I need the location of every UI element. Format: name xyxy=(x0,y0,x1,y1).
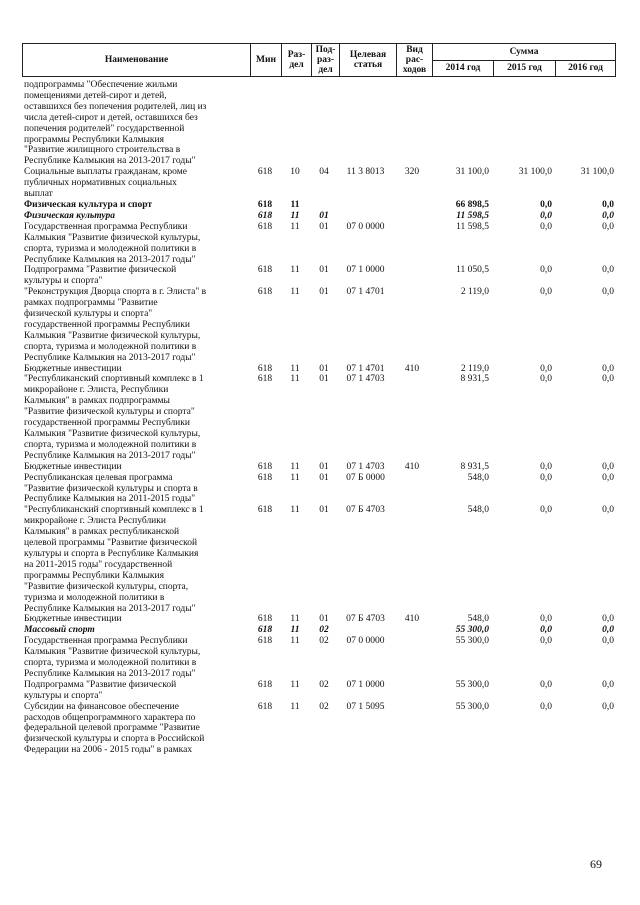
row-y2015: 0,0 xyxy=(540,679,552,690)
row-razdel: 11 xyxy=(290,625,300,636)
row-article: 07 1 4703 xyxy=(346,374,385,385)
row-podrazdel: 01 xyxy=(319,505,329,516)
row-vid: 320 xyxy=(404,167,420,178)
row-razdel: 11 xyxy=(290,701,300,712)
row-razdel: 11 xyxy=(290,472,300,483)
row-podrazdel: 04 xyxy=(319,167,329,178)
row-article: 07 0 0000 xyxy=(346,636,385,647)
row-y2014: 11 598,5 xyxy=(456,221,489,232)
row-min: 618 xyxy=(257,625,273,636)
row-article: 07 1 4701 xyxy=(346,363,385,374)
row-y2014: 55 300,0 xyxy=(455,701,489,712)
table-row xyxy=(22,614,615,625)
row-y2016: 31 100,0 xyxy=(580,167,614,178)
row-y2014: 55 300,0 xyxy=(455,679,489,690)
col-header-article: Целевая статья xyxy=(340,44,397,77)
row-article: 07 Б 4703 xyxy=(346,505,385,516)
row-name: Субсидии на финансовое обеспечение расходов общепрограммного характера по федеральной целевой программе "Развитие физической культуры и спорта в Российской Федерации на 2006 - 2015 годы" в рамках xyxy=(24,701,205,756)
row-min: 618 xyxy=(257,472,273,483)
row-name: Государственная программа Республики Калмыкия "Развитие физической культуры, спорта, туризма и молодежной политики в Республике Калмыкия на 2013-2017 годы" xyxy=(24,636,201,679)
row-y2016: 0,0 xyxy=(602,701,614,712)
row-vid: 410 xyxy=(404,461,420,472)
table-row xyxy=(22,265,615,287)
row-min: 618 xyxy=(257,221,273,232)
row-article: 07 1 0000 xyxy=(346,679,385,690)
row-razdel: 11 xyxy=(290,636,300,647)
row-min: 618 xyxy=(257,265,273,276)
row-y2015: 0,0 xyxy=(540,636,552,647)
table-header xyxy=(22,43,616,77)
col-header-2016: 2016 год xyxy=(556,60,616,77)
col-header-min: Мин xyxy=(251,44,282,77)
row-y2016: 0,0 xyxy=(602,505,614,516)
row-podrazdel: 02 xyxy=(319,636,329,647)
row-y2015: 0,0 xyxy=(540,199,552,210)
row-min: 618 xyxy=(257,374,273,385)
table-row xyxy=(22,200,615,211)
row-podrazdel: 01 xyxy=(319,363,329,374)
row-name: Бюджетные инвестиции xyxy=(24,614,122,625)
row-article: 07 1 5095 xyxy=(346,701,385,712)
row-podrazdel: 01 xyxy=(319,221,329,232)
table-row xyxy=(22,473,615,506)
row-name: подпрограммы "Обеспечение жильми помещениями детей-сирот и детей, оставшихся без попечения родителей, лиц из числа детей-сирот и детей, оставшихся без попечения родителей" государственной программы Республики Калмыкия "Развитие жилищного строительства в Республике Калмыкия на 2013-2017 годы" xyxy=(24,80,207,167)
row-name: Физическая культура и спорт xyxy=(24,199,153,210)
row-vid: 410 xyxy=(404,614,420,625)
row-article: 07 1 0000 xyxy=(346,265,385,276)
row-y2014: 55 300,0 xyxy=(455,625,489,636)
row-y2014: 66 898,5 xyxy=(455,199,489,210)
row-name: "Республиканский спортивный комплекс в 1 микрорайоне г. Элиста Республики Калмыкия" в рамках республиканской целевой программы "Развитие физической культуры и спорта в Республике Калмыкия на 2011-2015 годы" государственной программы Республики Калмыкия "Развитие физической культуры, спорта, туризма и молодежной политики в Республике Калмыкия на 2013-2017 годы" xyxy=(24,505,204,614)
row-y2016: 0,0 xyxy=(602,625,614,636)
row-razdel: 11 xyxy=(290,505,300,516)
row-podrazdel: 02 xyxy=(319,701,329,712)
row-name: Подпрограмма "Развитие физической культуры и спорта" xyxy=(24,265,177,287)
table-row xyxy=(22,680,615,702)
row-y2016: 0,0 xyxy=(602,199,614,210)
row-y2015: 0,0 xyxy=(540,625,552,636)
row-y2016: 0,0 xyxy=(602,679,614,690)
row-min: 618 xyxy=(257,505,273,516)
row-y2015: 0,0 xyxy=(540,221,552,232)
row-razdel: 11 xyxy=(290,614,300,625)
row-article: 07 1 4703 xyxy=(346,461,385,472)
row-y2014: 11 598,5 xyxy=(456,210,489,221)
row-name: "Реконструкция Дворца спорта в г. Элиста" в рамках подпрограммы "Развитие физической культуры и спорта" государственной программы Республики Калмыкия "Развитие физической культуры, спорта, туризма и молодежной политики в Республике Калмыкия на 2013-2017 годы" xyxy=(24,287,207,363)
col-header-2014: 2014 год xyxy=(433,60,494,77)
row-name: Физическая культура xyxy=(24,210,115,221)
row-y2014: 8 931,5 xyxy=(460,461,489,472)
row-podrazdel: 01 xyxy=(319,210,329,221)
row-podrazdel: 01 xyxy=(319,461,329,472)
row-min: 618 xyxy=(257,636,273,647)
row-podrazdel: 01 xyxy=(319,265,329,276)
row-y2014: 2 119,0 xyxy=(460,363,489,374)
table-body xyxy=(22,80,615,756)
row-podrazdel: 01 xyxy=(319,472,329,483)
row-name: Массовый спорт xyxy=(24,625,95,636)
row-name: Бюджетные инвестиции xyxy=(24,461,122,472)
row-y2015: 0,0 xyxy=(540,287,552,298)
row-min: 618 xyxy=(257,363,273,374)
col-header-vid: Вид рас- ходов xyxy=(397,44,433,77)
row-y2014: 2 119,0 xyxy=(460,287,489,298)
row-name: Республиканская целевая программа "Развитие физической культуры и спорта в Республике Калмыкия на 2011-2015 годы" xyxy=(24,472,198,505)
table-row xyxy=(22,211,615,222)
row-min: 618 xyxy=(257,167,273,178)
row-article: 07 1 4701 xyxy=(346,287,385,298)
row-razdel: 11 xyxy=(290,265,300,276)
row-name: Государственная программа Республики Калмыкия "Развитие физической культуры, спорта, туризма и молодежной политики в Республике Калмыкия на 2013-2017 годы" xyxy=(24,221,201,265)
row-razdel: 11 xyxy=(290,374,300,385)
row-y2016: 0,0 xyxy=(602,363,614,374)
row-razdel: 11 xyxy=(290,679,300,690)
row-razdel: 11 xyxy=(290,221,300,232)
table-row xyxy=(22,702,615,757)
row-y2016: 0,0 xyxy=(602,221,614,232)
table-row xyxy=(22,222,615,266)
table-row xyxy=(22,287,615,363)
row-razdel: 11 xyxy=(290,363,300,374)
row-min: 618 xyxy=(257,287,273,298)
row-name: Социальные выплаты гражданам, кроме публичных нормативных социальных выплат xyxy=(24,167,187,200)
table-row xyxy=(22,462,615,473)
row-razdel: 11 xyxy=(290,461,300,472)
row-y2015: 0,0 xyxy=(540,461,552,472)
table-row xyxy=(22,505,615,614)
col-header-razdel: Раз- дел xyxy=(282,44,312,77)
row-podrazdel: 02 xyxy=(319,679,329,690)
row-y2015: 0,0 xyxy=(540,265,552,276)
row-min: 618 xyxy=(257,614,273,625)
row-article: 11 3 8013 xyxy=(346,167,385,178)
table-row xyxy=(22,625,615,636)
row-article: 07 Б 0000 xyxy=(346,472,385,483)
row-min: 618 xyxy=(257,701,273,712)
row-min: 618 xyxy=(257,679,273,690)
row-name: Подпрограмма "Развитие физической культуры и спорта" xyxy=(24,679,177,701)
row-y2016: 0,0 xyxy=(602,472,614,483)
row-razdel: 11 xyxy=(290,287,300,298)
col-header-name: Наименование xyxy=(23,44,251,77)
row-y2015: 0,0 xyxy=(540,210,552,221)
row-razdel: 11 xyxy=(290,210,300,221)
col-header-summa: Сумма xyxy=(433,44,616,61)
row-razdel: 10 xyxy=(290,167,300,178)
row-y2016: 0,0 xyxy=(602,287,614,298)
row-article: 07 0 0000 xyxy=(346,221,385,232)
table-row xyxy=(22,374,615,461)
row-podrazdel: 01 xyxy=(319,374,329,385)
row-y2016: 0,0 xyxy=(602,614,614,625)
row-min: 618 xyxy=(257,461,273,472)
row-y2015: 0,0 xyxy=(540,374,552,385)
row-y2014: 548,0 xyxy=(467,472,489,483)
table-row xyxy=(22,364,615,375)
row-y2016: 0,0 xyxy=(602,636,614,647)
row-y2015: 0,0 xyxy=(540,614,552,625)
row-podrazdel: 02 xyxy=(319,625,329,636)
table-row xyxy=(22,167,615,200)
row-y2014: 8 931,5 xyxy=(460,374,489,385)
row-article: 07 Б 4703 xyxy=(346,614,385,625)
row-podrazdel: 01 xyxy=(319,614,329,625)
row-y2015: 0,0 xyxy=(540,472,552,483)
row-y2016: 0,0 xyxy=(602,265,614,276)
row-min: 618 xyxy=(257,199,273,210)
table-row xyxy=(22,80,615,167)
row-y2016: 0,0 xyxy=(602,374,614,385)
row-y2015: 0,0 xyxy=(540,363,552,374)
row-podrazdel: 01 xyxy=(319,287,329,298)
row-y2015: 31 100,0 xyxy=(518,167,552,178)
row-name: "Республиканский спортивный комплекс в 1 микрорайоне г. Элиста, Республики Калмыкия" в рамках подпрограммы "Развитие физической культуры и спорта" государственной программы Республики Калмыкия "Развитие физической культуры, спорта, туризма и молодежной политики в Республике Калмыкия на 2013-2017 годы" xyxy=(24,374,204,461)
row-razdel: 11 xyxy=(290,199,300,210)
page-number: 69 xyxy=(590,857,602,871)
col-header-2015: 2015 год xyxy=(494,60,556,77)
row-y2014: 55 300,0 xyxy=(455,636,489,647)
row-y2016: 0,0 xyxy=(602,210,614,221)
row-name: Бюджетные инвестиции xyxy=(24,363,122,374)
col-header-podrazdel: Под- раз- дел xyxy=(312,44,340,77)
row-y2014: 31 100,0 xyxy=(455,167,489,178)
row-vid: 410 xyxy=(404,363,420,374)
row-y2014: 11 050,5 xyxy=(456,265,489,276)
row-y2016: 0,0 xyxy=(602,461,614,472)
table-row xyxy=(22,636,615,680)
row-min: 618 xyxy=(257,210,273,221)
row-y2014: 548,0 xyxy=(467,614,489,625)
row-y2015: 0,0 xyxy=(540,505,552,516)
row-y2015: 0,0 xyxy=(540,701,552,712)
row-y2014: 548,0 xyxy=(467,505,489,516)
